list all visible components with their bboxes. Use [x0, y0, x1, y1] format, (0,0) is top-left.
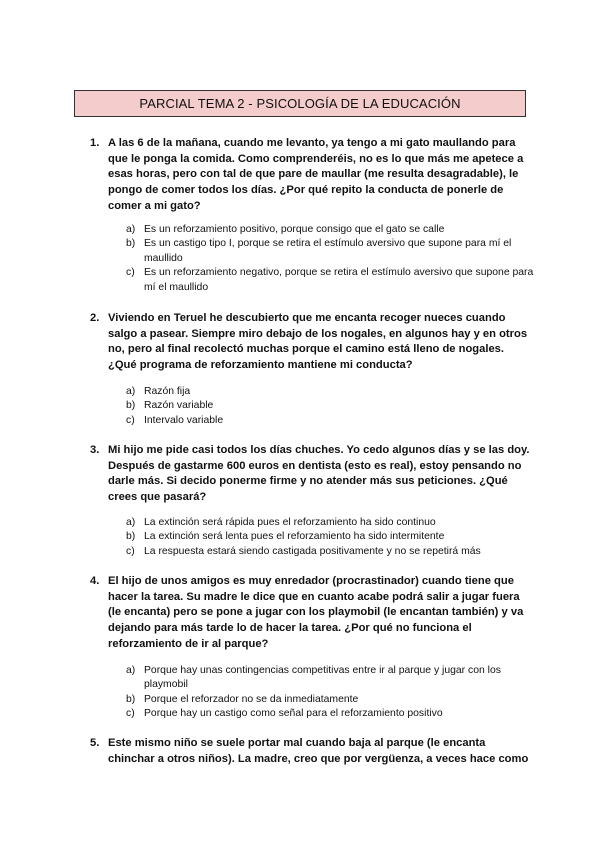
option-text: La respuesta estará siendo castigada positivamente y no se repetirá más: [144, 545, 481, 557]
option-c: [126, 545, 536, 559]
option-b: [126, 693, 536, 707]
option-a: [126, 223, 536, 237]
question-2: [90, 311, 530, 374]
question-5: [90, 736, 530, 767]
question-text: A las 6 de la mañana, cuando me levanto, ya tengo a mi gato maullando para que le ponga la comida. Como comprenderéis, no es lo que más me apetece a esas horas, pero con tal de que pare de maullar (me resulta desagradable), le pongo de comer todos los días. ¿Por qué repito la conducta de ponerle de comer a mi gato?: [108, 137, 524, 212]
option-letter: c): [126, 267, 135, 279]
question-number: 4.: [90, 575, 100, 587]
question-number: 3.: [90, 444, 100, 456]
question-1: [90, 136, 530, 215]
option-c: [126, 707, 536, 721]
option-text: Porque hay unas contingencias competitivas entre ir al parque y jugar con los playmobil: [144, 665, 501, 691]
option-letter: c): [126, 708, 135, 720]
question-text: El hijo de unos amigos es muy enredador (procrastinador) cuando tiene que hacer la tarea. Su madre le dice que en cuanto acabe podrá salir a jugar fuera (le encanta) pero se pone a jugar con los playmobil (le encantan también) y va dejando para más tarde lo de hacer la tarea. ¿Por qué no funciona el reforzamiento de ir al parque?: [108, 575, 524, 650]
question-text: Este mismo niño se suele portar mal cuando baja al parque (le encanta chinchar a otros niños). La madre, creo que por vergüenza, a veces hace como: [108, 737, 529, 765]
option-text: Es un reforzamiento negativo, porque se retira el estímulo aversivo que supone para mí el maullido: [144, 267, 534, 293]
option-text: Razón fija: [144, 386, 191, 397]
option-c: [126, 414, 536, 428]
option-text: Porque hay un castigo como señal para el reforzamiento positivo: [144, 708, 443, 720]
question-number: 5.: [90, 737, 100, 749]
options-1: [126, 223, 536, 295]
option-letter: c): [126, 414, 135, 426]
option-b: [126, 530, 536, 544]
question-number: 2.: [90, 312, 100, 324]
option-a: [126, 664, 536, 693]
option-letter: b): [126, 693, 136, 705]
option-text: Es un castigo tipo I, porque se retira el estímulo aversivo que supone para mí el maullido: [144, 238, 512, 264]
option-letter: c): [126, 545, 135, 557]
option-a: [126, 516, 536, 530]
question-number: 1.: [90, 137, 100, 149]
options-4: [126, 664, 536, 722]
option-letter: a): [126, 224, 136, 235]
option-text: La extinción será lenta pues el reforzamiento ha sido intermitente: [144, 531, 445, 543]
options-2: [126, 385, 536, 428]
option-text: Porque el reforzador no se da inmediatamente: [144, 693, 359, 705]
option-text: La extinción será rápida pues el reforzamiento ha sido continuo: [144, 517, 436, 528]
option-letter: b): [126, 238, 136, 250]
option-b: [126, 399, 536, 413]
question-text: Mi hijo me pide casi todos los días chuches. Yo cedo algunos días y se las doy. Después de gastarme 600 euros en dentista (esto es real), estoy pensando no darle más. Si decido ponerme firme y no atender más sus peticiones. ¿Qué crees que pasará?: [108, 444, 530, 504]
question-3: [90, 443, 530, 506]
option-c: [126, 266, 536, 295]
question-text: Viviendo en Teruel he descubierto que me encanta recoger nueces cuando salgo a pasear. Siempre miro debajo de los nogales, en algunos hay y en otros no, pero al final recolectó muchas porque el camino está lleno de nogales. ¿Qué programa de reforzamiento mantiene mi conducta?: [108, 312, 528, 372]
option-letter: a): [126, 665, 136, 676]
option-b: [126, 237, 536, 266]
option-letter: b): [126, 531, 136, 543]
option-a: [126, 385, 536, 399]
option-text: Es un reforzamiento positivo, porque consigo que el gato se calle: [144, 224, 445, 235]
option-letter: a): [126, 517, 136, 528]
option-letter: b): [126, 400, 136, 412]
options-3: [126, 516, 536, 559]
question-4: [90, 574, 530, 653]
option-letter: a): [126, 386, 136, 397]
page-title: PARCIAL TEMA 2 - PSICOLOGÍA DE LA EDUCACIÓN: [74, 90, 526, 117]
option-text: Intervalo variable: [144, 414, 224, 426]
option-text: Razón variable: [144, 400, 214, 412]
